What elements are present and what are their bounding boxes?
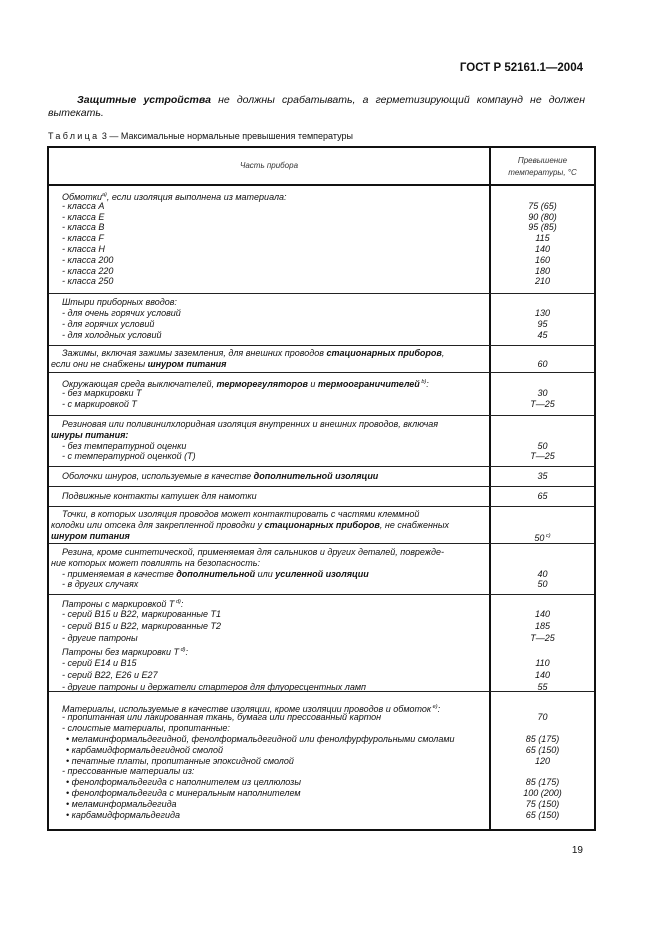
temperature-value: 140 [534, 243, 551, 254]
text-segment: - пропитанная или лакированная ткань, бумага или прессованный картон [62, 712, 382, 723]
text-segment: - в других случаях [62, 579, 139, 590]
text-segment: если они не снабжены [51, 358, 148, 369]
table-line [49, 788, 594, 799]
line-text [62, 579, 138, 590]
table-line [49, 276, 594, 287]
temperature-value: 110 [535, 657, 550, 668]
text-segment: Окружающая среда выключателей, [62, 379, 217, 390]
temperature-value: 115 [535, 233, 550, 244]
bold-term: термоограничителей [317, 379, 420, 390]
table-line [49, 745, 594, 756]
line-text [62, 547, 444, 558]
header-temp-line2: температуры, °С [508, 168, 577, 177]
footnote-ref: с) [544, 532, 551, 539]
table-line [49, 297, 594, 308]
table-line [49, 547, 594, 558]
table-line [49, 441, 594, 452]
text-segment: Патроны с маркировкой Т [62, 599, 175, 609]
table-row [49, 372, 594, 416]
temperature-value: 185 [534, 621, 551, 632]
table-line [49, 359, 594, 370]
line-text [62, 609, 221, 620]
text-segment: : [180, 599, 184, 609]
text-segment: - для холодных условий [62, 329, 162, 340]
line-text [62, 330, 161, 341]
text-segment: Оболочки шнуров, используемые в качестве [62, 470, 254, 481]
text-segment: ние которых может повлиять на безопасность: [51, 557, 260, 568]
table-line [49, 799, 594, 810]
line-text [62, 399, 137, 410]
temperature-value: 50 $^{с)}$ [534, 532, 551, 543]
temperature-value: 45 [537, 329, 548, 340]
line-text [62, 308, 181, 319]
line-text [66, 756, 294, 767]
text-segment: - класса 200 [62, 254, 114, 265]
table-line [49, 330, 594, 341]
text-segment: Патроны без маркировки Т [62, 647, 180, 658]
table-row [49, 506, 594, 544]
line-text [62, 255, 113, 266]
bold-term: шнуры питания: [51, 429, 129, 440]
line-text [62, 388, 142, 399]
header-temp-line1: Превышение [517, 156, 568, 165]
temperature-value: 75 (150) [525, 798, 560, 809]
table-line [49, 451, 594, 462]
temperature-value: 95 (85) [528, 222, 557, 233]
line-text [62, 244, 105, 255]
text-segment: - класса Н [62, 243, 105, 254]
table-row [49, 486, 594, 507]
table-line [49, 377, 594, 388]
table-row [49, 691, 594, 831]
table-line [49, 255, 594, 266]
table-line [49, 308, 594, 319]
text-segment: Подвижные контакты катушек для намотки [62, 490, 257, 501]
text-segment: - класса 250 [62, 276, 114, 287]
table-line [49, 645, 594, 656]
text-segment: - класса Е [62, 211, 105, 222]
line-text [62, 276, 113, 287]
text-segment: : [426, 379, 429, 390]
table-line [49, 810, 594, 821]
bold-term: дополнительной [176, 568, 256, 579]
table-line [49, 558, 594, 569]
temperature-value: Т—25 [530, 451, 555, 462]
text-segment: , не снабженных [379, 519, 449, 530]
table-line [49, 569, 594, 580]
temperature-value: 95 [537, 319, 548, 329]
line-text [62, 509, 419, 520]
line-text [62, 633, 138, 644]
text-segment: - серий В15 и В22, маркированные Т2 [62, 621, 222, 632]
table-caption [48, 131, 353, 141]
footnote-ref: d) [174, 599, 181, 605]
text-segment: • карбамидформальдегидной смолой [66, 744, 223, 755]
line-text [66, 788, 301, 799]
text-segment: • меламинформальдегида [66, 798, 177, 809]
line-text [66, 745, 223, 756]
text-segment: - слоистые материалы, пропитанные: [62, 723, 230, 734]
temperature-value: 70 [537, 712, 548, 723]
bold-term: стационарных приборов [264, 519, 380, 530]
table-line [49, 266, 594, 277]
temperature-value: 160 [534, 254, 551, 265]
text-segment: - для очень горячих условий [62, 308, 181, 319]
text-segment: - применяемая в качестве [62, 568, 177, 579]
line-text [51, 359, 226, 370]
table-row [49, 543, 594, 595]
line-text [62, 723, 230, 734]
text-segment: Резиновая или поливинилхлоридная изоляция внутренних и внешних проводов, включая [62, 418, 439, 429]
line-text [66, 799, 177, 810]
text-segment: : [185, 647, 188, 658]
table-line [49, 766, 594, 777]
temperature-value: 140 [534, 669, 551, 680]
table-header [49, 148, 594, 186]
text-segment: • фенолформальдегида с минеральным наполнителем [66, 788, 301, 798]
line-text [62, 266, 113, 277]
text-segment: - с температурной оценкой (Т) [62, 451, 196, 462]
line-text [51, 430, 128, 441]
caption-text: 3 — Максимальные нормальные превышения температуры [99, 131, 353, 141]
table-line [49, 233, 594, 244]
table-line [49, 388, 594, 399]
table-line [49, 723, 594, 734]
temperature-value: 65 (150) [525, 809, 560, 820]
line-text [62, 451, 196, 462]
line-text [62, 441, 186, 452]
temperature-value: 75 (65) [528, 200, 557, 211]
temperature-value: 35 [537, 470, 548, 481]
line-text [62, 491, 257, 502]
text-segment: : [437, 703, 441, 714]
temperature-value: 50 [537, 579, 548, 590]
text-segment: • карбамидформальдегида [66, 809, 180, 820]
table-row [49, 594, 594, 692]
table-row [49, 293, 594, 346]
text-segment: - класса В [62, 222, 105, 233]
temperature-value: 85 (175) [525, 777, 560, 788]
line-text [66, 734, 455, 745]
bold-term: шнуром питания [51, 530, 130, 541]
table-line [49, 658, 594, 669]
text-segment: - для горячих условий [62, 319, 155, 329]
temperature-table [47, 146, 596, 831]
temperature-value: 90 (80) [528, 211, 557, 222]
text-segment: Штыри приборных вводов: [62, 297, 177, 308]
text-segment: • фенолформальдегида с наполнителем из целлюлозы [66, 777, 301, 788]
table-line [49, 222, 594, 233]
table-line [49, 712, 594, 723]
temperature-value: 60 [537, 358, 548, 369]
footnote-ref: b) [419, 379, 427, 386]
text-segment: - серий В15 и В22, маркированные Т1 [62, 609, 222, 620]
bold-term: шнуром питания [147, 358, 227, 369]
text-segment: - другие патроны и держатели стартеров для флуоресцентных ламп [62, 681, 367, 692]
intro-paragraph [48, 94, 585, 120]
temperature-value: 210 [534, 276, 551, 287]
table-row [49, 415, 594, 467]
table-row [49, 466, 594, 487]
table-line [49, 531, 594, 542]
temperature-value: Т—25 [530, 633, 555, 644]
caption-label: Таблица [48, 131, 100, 141]
text-segment: - класса А [62, 200, 105, 211]
temperature-value: 85 (175) [525, 734, 560, 744]
text-segment: - без температурной оценки [62, 440, 187, 451]
table-line [49, 491, 594, 502]
table-line [49, 471, 594, 482]
table-line [49, 244, 594, 255]
temperature-value: 130 [534, 308, 551, 319]
line-text [66, 777, 301, 788]
text-segment: - серий В22, Е26 и Е27 [62, 669, 158, 680]
bold-term: терморегуляторов [216, 379, 308, 390]
table-line [49, 212, 594, 223]
temperature-value: 65 (150) [525, 744, 560, 755]
line-text [62, 658, 137, 669]
text-segment: - с маркировкой Т [62, 398, 137, 409]
temperature-value: 180 [534, 265, 551, 276]
header-part: Часть прибора [239, 161, 299, 170]
line-text [62, 201, 104, 212]
line-text [62, 348, 444, 359]
line-text [62, 319, 154, 330]
line-text [62, 645, 188, 658]
intro-text: не должны срабатывать, а герметизирующий компаунд не должен вытекать. [48, 94, 585, 119]
table-line [49, 348, 594, 359]
text-segment: • печатные платы, пропитанные эпоксидной смолой [66, 755, 294, 766]
text-segment: - другие патроны [62, 633, 138, 644]
footnote-ref: d) [179, 647, 186, 654]
text-segment: • меламинформальдегидной, фенолформальдегидной или фенолфурфурольными смолами [66, 734, 455, 744]
bold-term: стационарных приборов [326, 348, 442, 358]
intro-bold: Защитные устройства [77, 94, 211, 106]
table-line [49, 609, 594, 620]
table-line [49, 201, 594, 212]
table-row [49, 345, 594, 373]
bold-term: дополнительной изоляции [253, 470, 379, 481]
table-line [49, 670, 594, 681]
line-text [62, 297, 177, 308]
temperature-value: 50 [537, 440, 548, 451]
line-text [62, 569, 369, 580]
line-text [62, 233, 104, 244]
line-text [62, 597, 183, 610]
line-text [62, 766, 194, 777]
line-text [62, 222, 104, 233]
temperature-value: 100 (200) [523, 788, 562, 798]
footnote-ref: е) [431, 703, 438, 710]
line-text [62, 670, 158, 681]
table-line [49, 430, 594, 441]
text-segment: Резина, кроме синтетической, применяемая для сальников и других деталей, поврежде- [62, 546, 444, 557]
temperature-value: 140 [534, 609, 551, 620]
table-line [49, 419, 594, 430]
page-number: 19 [571, 845, 583, 856]
table-line [49, 702, 594, 713]
table-line [49, 777, 594, 788]
line-text [62, 419, 438, 430]
table-line [49, 520, 594, 531]
text-segment: , [441, 348, 445, 358]
line-text [62, 621, 221, 632]
text-segment: - класса 220 [62, 265, 114, 276]
text-segment: - серий Е14 и В15 [62, 657, 137, 668]
line-text [62, 471, 378, 482]
text-segment: и [307, 379, 318, 390]
text-segment: или [255, 568, 276, 579]
temperature-value: 55 [537, 681, 548, 692]
line-text [62, 712, 381, 723]
text-segment: - класса F [62, 233, 104, 244]
line-text [62, 212, 104, 223]
line-text [51, 558, 260, 569]
line-text [66, 810, 180, 821]
table-line [49, 756, 594, 767]
table-line [49, 319, 594, 330]
footnote-ref: а) [102, 191, 107, 198]
temperature-value: 30 [537, 388, 548, 399]
line-text [51, 520, 449, 531]
temperature-value: 120 [534, 755, 551, 766]
temperature-value: 65 [537, 490, 548, 501]
table-line [49, 579, 594, 590]
text-segment: Материалы, используемые в качестве изоляции, кроме изоляции проводов и обмоток [62, 703, 432, 714]
text-segment: - прессованные материалы из: [62, 766, 195, 777]
table-row [49, 184, 594, 294]
temperature-value: 40 [537, 568, 548, 579]
table-line [49, 621, 594, 632]
header-temperature [491, 155, 594, 179]
text-segment: Обмотки [62, 191, 102, 202]
bold-term: усиленной изоляции [275, 568, 369, 579]
table-line [49, 597, 594, 608]
table-line [49, 633, 594, 644]
text-segment: Зажимы, включая зажимы заземления, для внешних проводов [62, 348, 327, 358]
line-text [51, 531, 130, 542]
document-number: ГОСТ Р 52161.1—2004 [459, 62, 583, 74]
table-line [49, 509, 594, 520]
table-line [49, 734, 594, 745]
table-line [49, 399, 594, 410]
text-segment: - без маркировки Т [62, 388, 142, 399]
text-segment: , если изоляция выполнена из материала: [106, 191, 287, 202]
text-segment: Точки, в которых изоляция проводов может контактировать с частями клеммной [62, 509, 420, 519]
table-line [49, 190, 594, 201]
text-segment: колодки или отсека для закрепленной проводки у [51, 519, 265, 530]
temperature-value: Т—25 [530, 398, 555, 409]
